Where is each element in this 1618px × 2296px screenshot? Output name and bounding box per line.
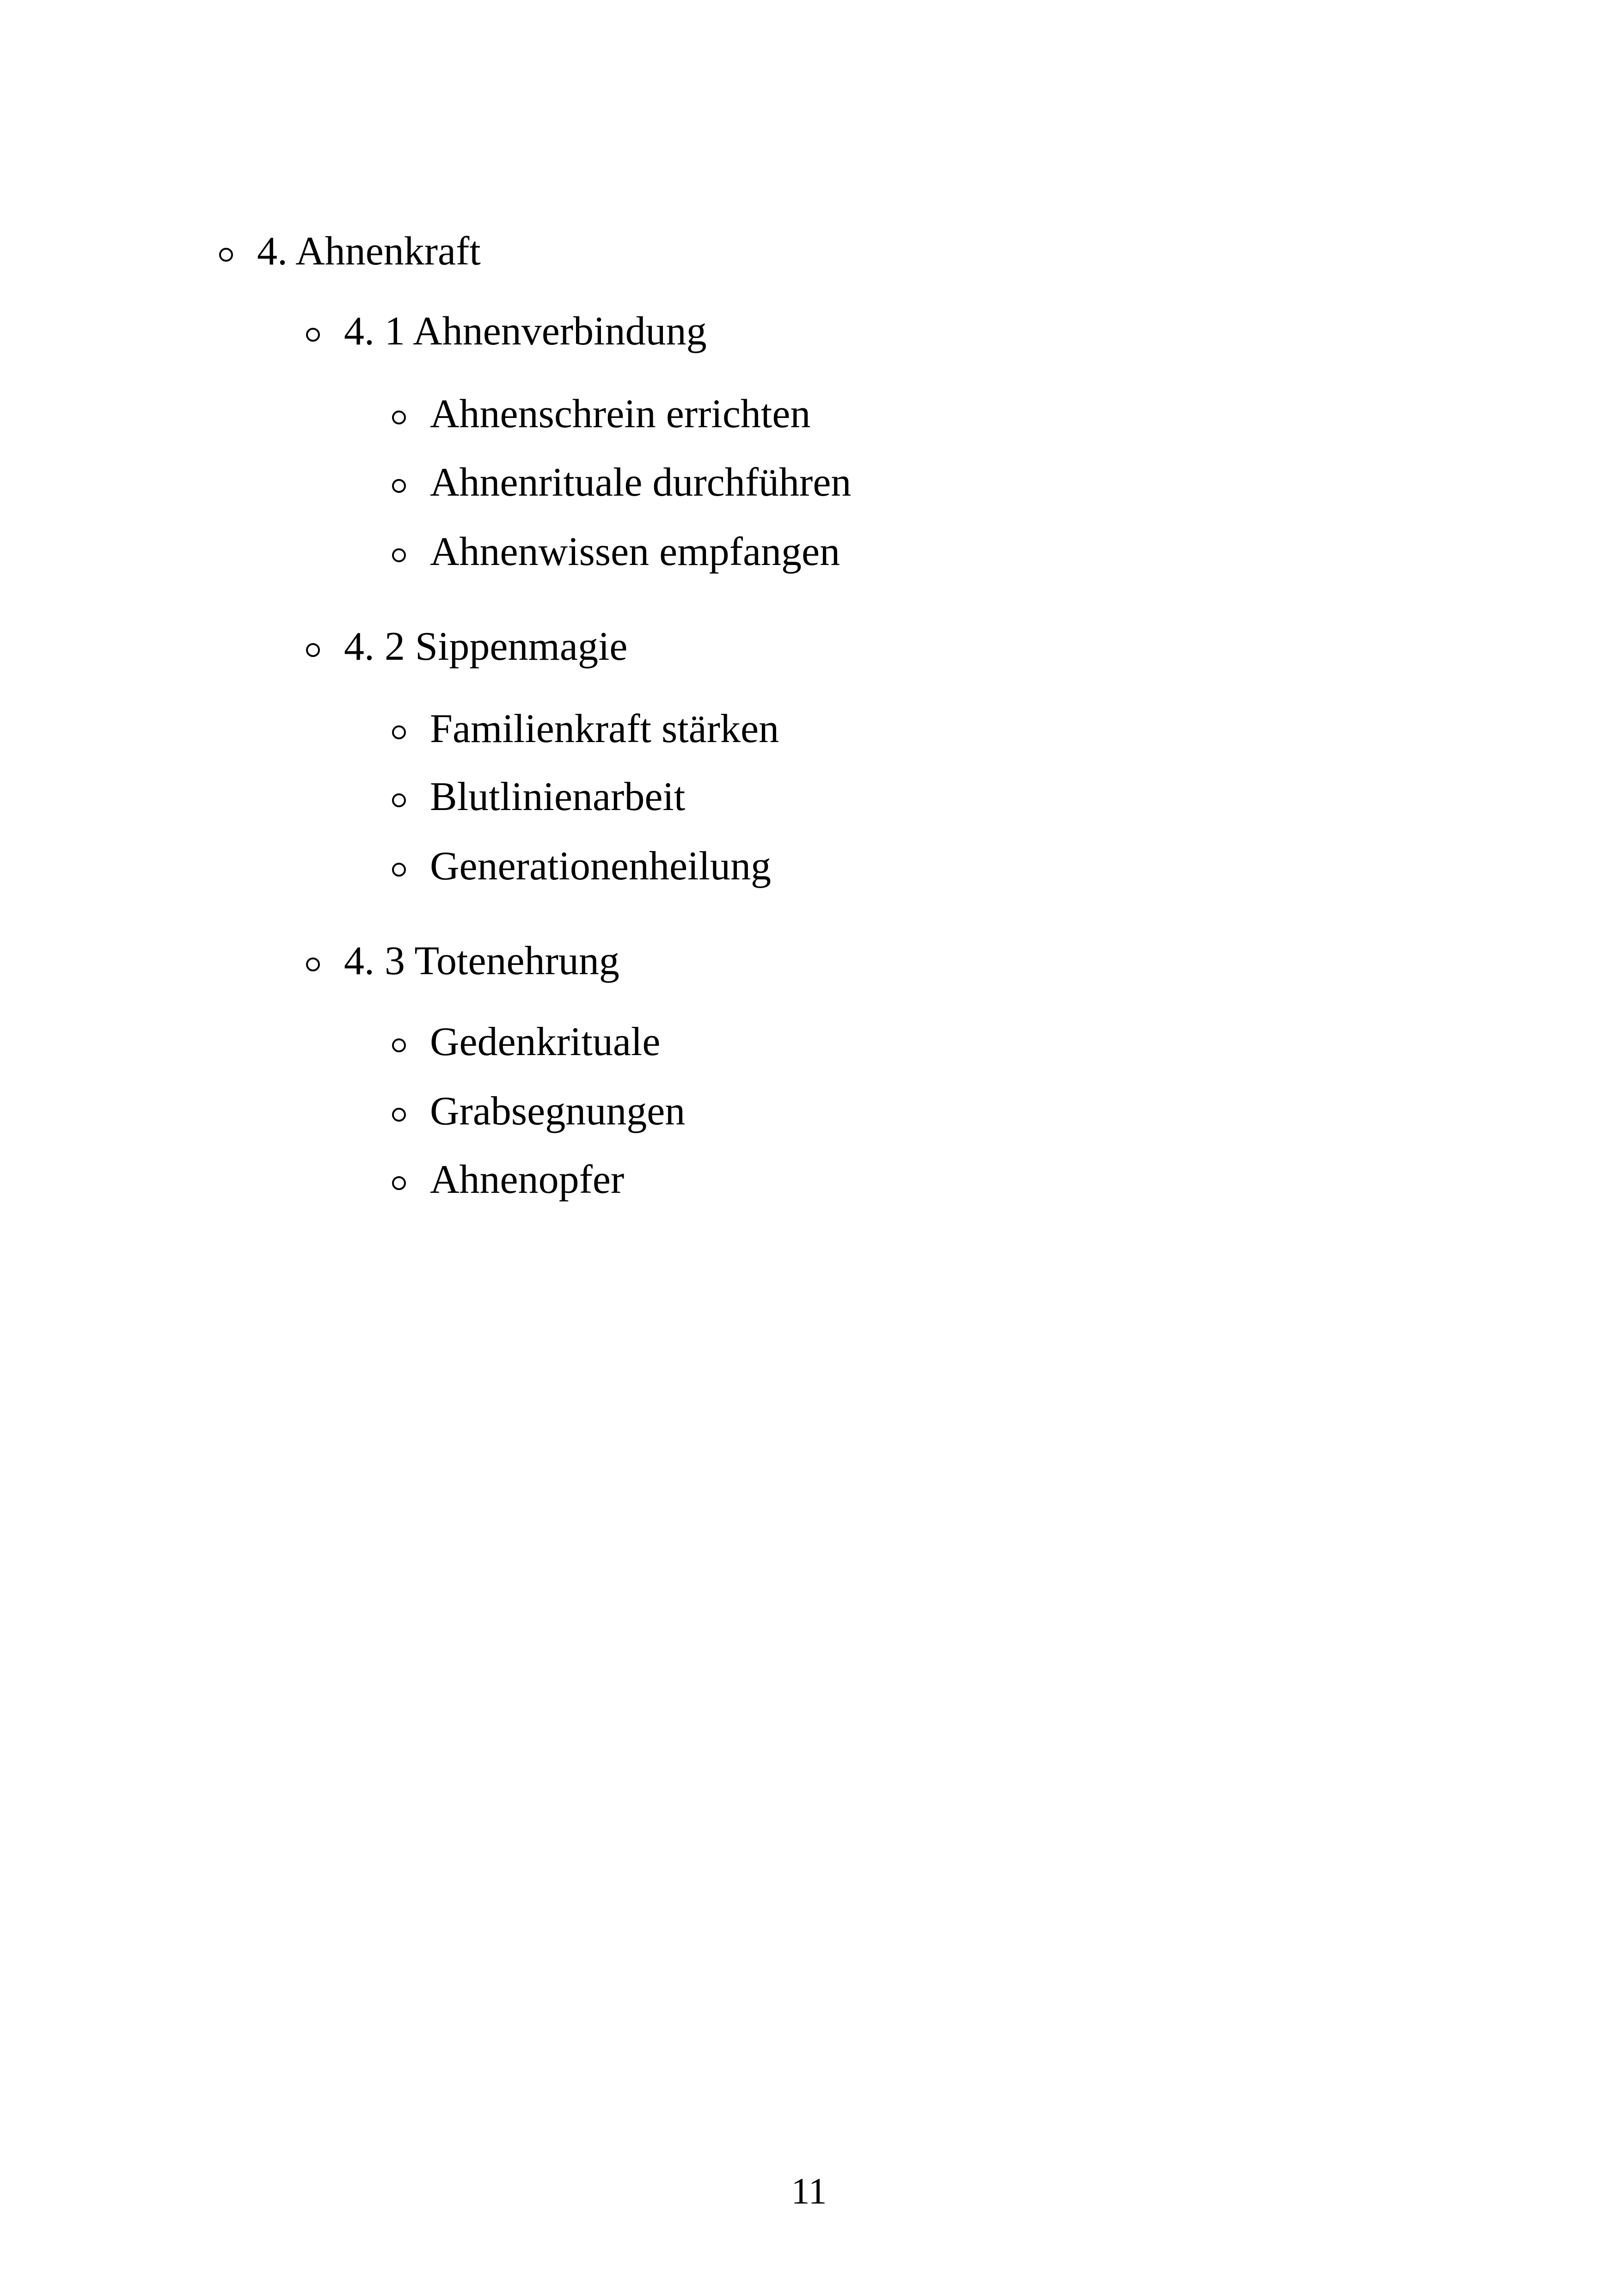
- outline-subsection-title: [306, 941, 619, 982]
- hollow-bullet-icon: [392, 793, 406, 807]
- outline-subsection-title: [306, 311, 707, 352]
- outline-item: [392, 529, 840, 574]
- outline-item-text: Ahnenschrein errichten: [430, 392, 811, 436]
- outline-item: [392, 394, 810, 435]
- hollow-bullet-icon: [392, 863, 406, 877]
- hollow-bullet-icon: [392, 1108, 406, 1122]
- outline-item: [392, 846, 771, 887]
- hollow-bullet-icon: [392, 548, 406, 562]
- outline-item-text: Grabsegnungen: [430, 1089, 686, 1134]
- outline-item-text: Ahnenrituale durchführen: [430, 460, 852, 505]
- outline-section-title: [219, 231, 481, 272]
- page-number: 11: [791, 2171, 827, 2212]
- outline-item-text: Familienkraft stärken: [430, 706, 779, 751]
- outline-item-text: Generationenheilung: [430, 844, 771, 889]
- section-title-text: 4. Ahnenkraft: [257, 229, 481, 274]
- subsection-title-text: 4. 3 Totenehrung: [344, 939, 619, 983]
- subsection-title-text: 4. 2 Sippenmagie: [344, 624, 628, 669]
- hollow-bullet-icon: [306, 643, 320, 657]
- hollow-bullet-icon: [392, 479, 406, 493]
- outline-item: [392, 462, 851, 503]
- hollow-bullet-icon: [392, 725, 406, 739]
- outline-item: [392, 1091, 685, 1132]
- subsection-title-text: 4. 1 Ahnenverbindung: [344, 309, 707, 354]
- outline-item-text: Gedenkrituale: [430, 1019, 661, 1064]
- hollow-bullet-icon: [392, 1038, 406, 1052]
- outline-item: [392, 706, 779, 751]
- hollow-bullet-icon: [219, 248, 233, 262]
- outline-item-text: Ahnenwissen empfangen: [430, 529, 840, 574]
- hollow-bullet-icon: [392, 411, 406, 424]
- outline-item-text: Ahnenopfer: [430, 1157, 625, 1202]
- outline-item: [392, 1019, 661, 1064]
- hollow-bullet-icon: [306, 328, 320, 342]
- outline-item: [392, 1157, 625, 1202]
- outline-item-text: Blutlinienarbeit: [430, 774, 686, 819]
- hollow-bullet-icon: [306, 958, 320, 971]
- outline-item: [392, 774, 686, 819]
- hollow-bullet-icon: [392, 1176, 406, 1190]
- outline-subsection-title: [306, 626, 627, 667]
